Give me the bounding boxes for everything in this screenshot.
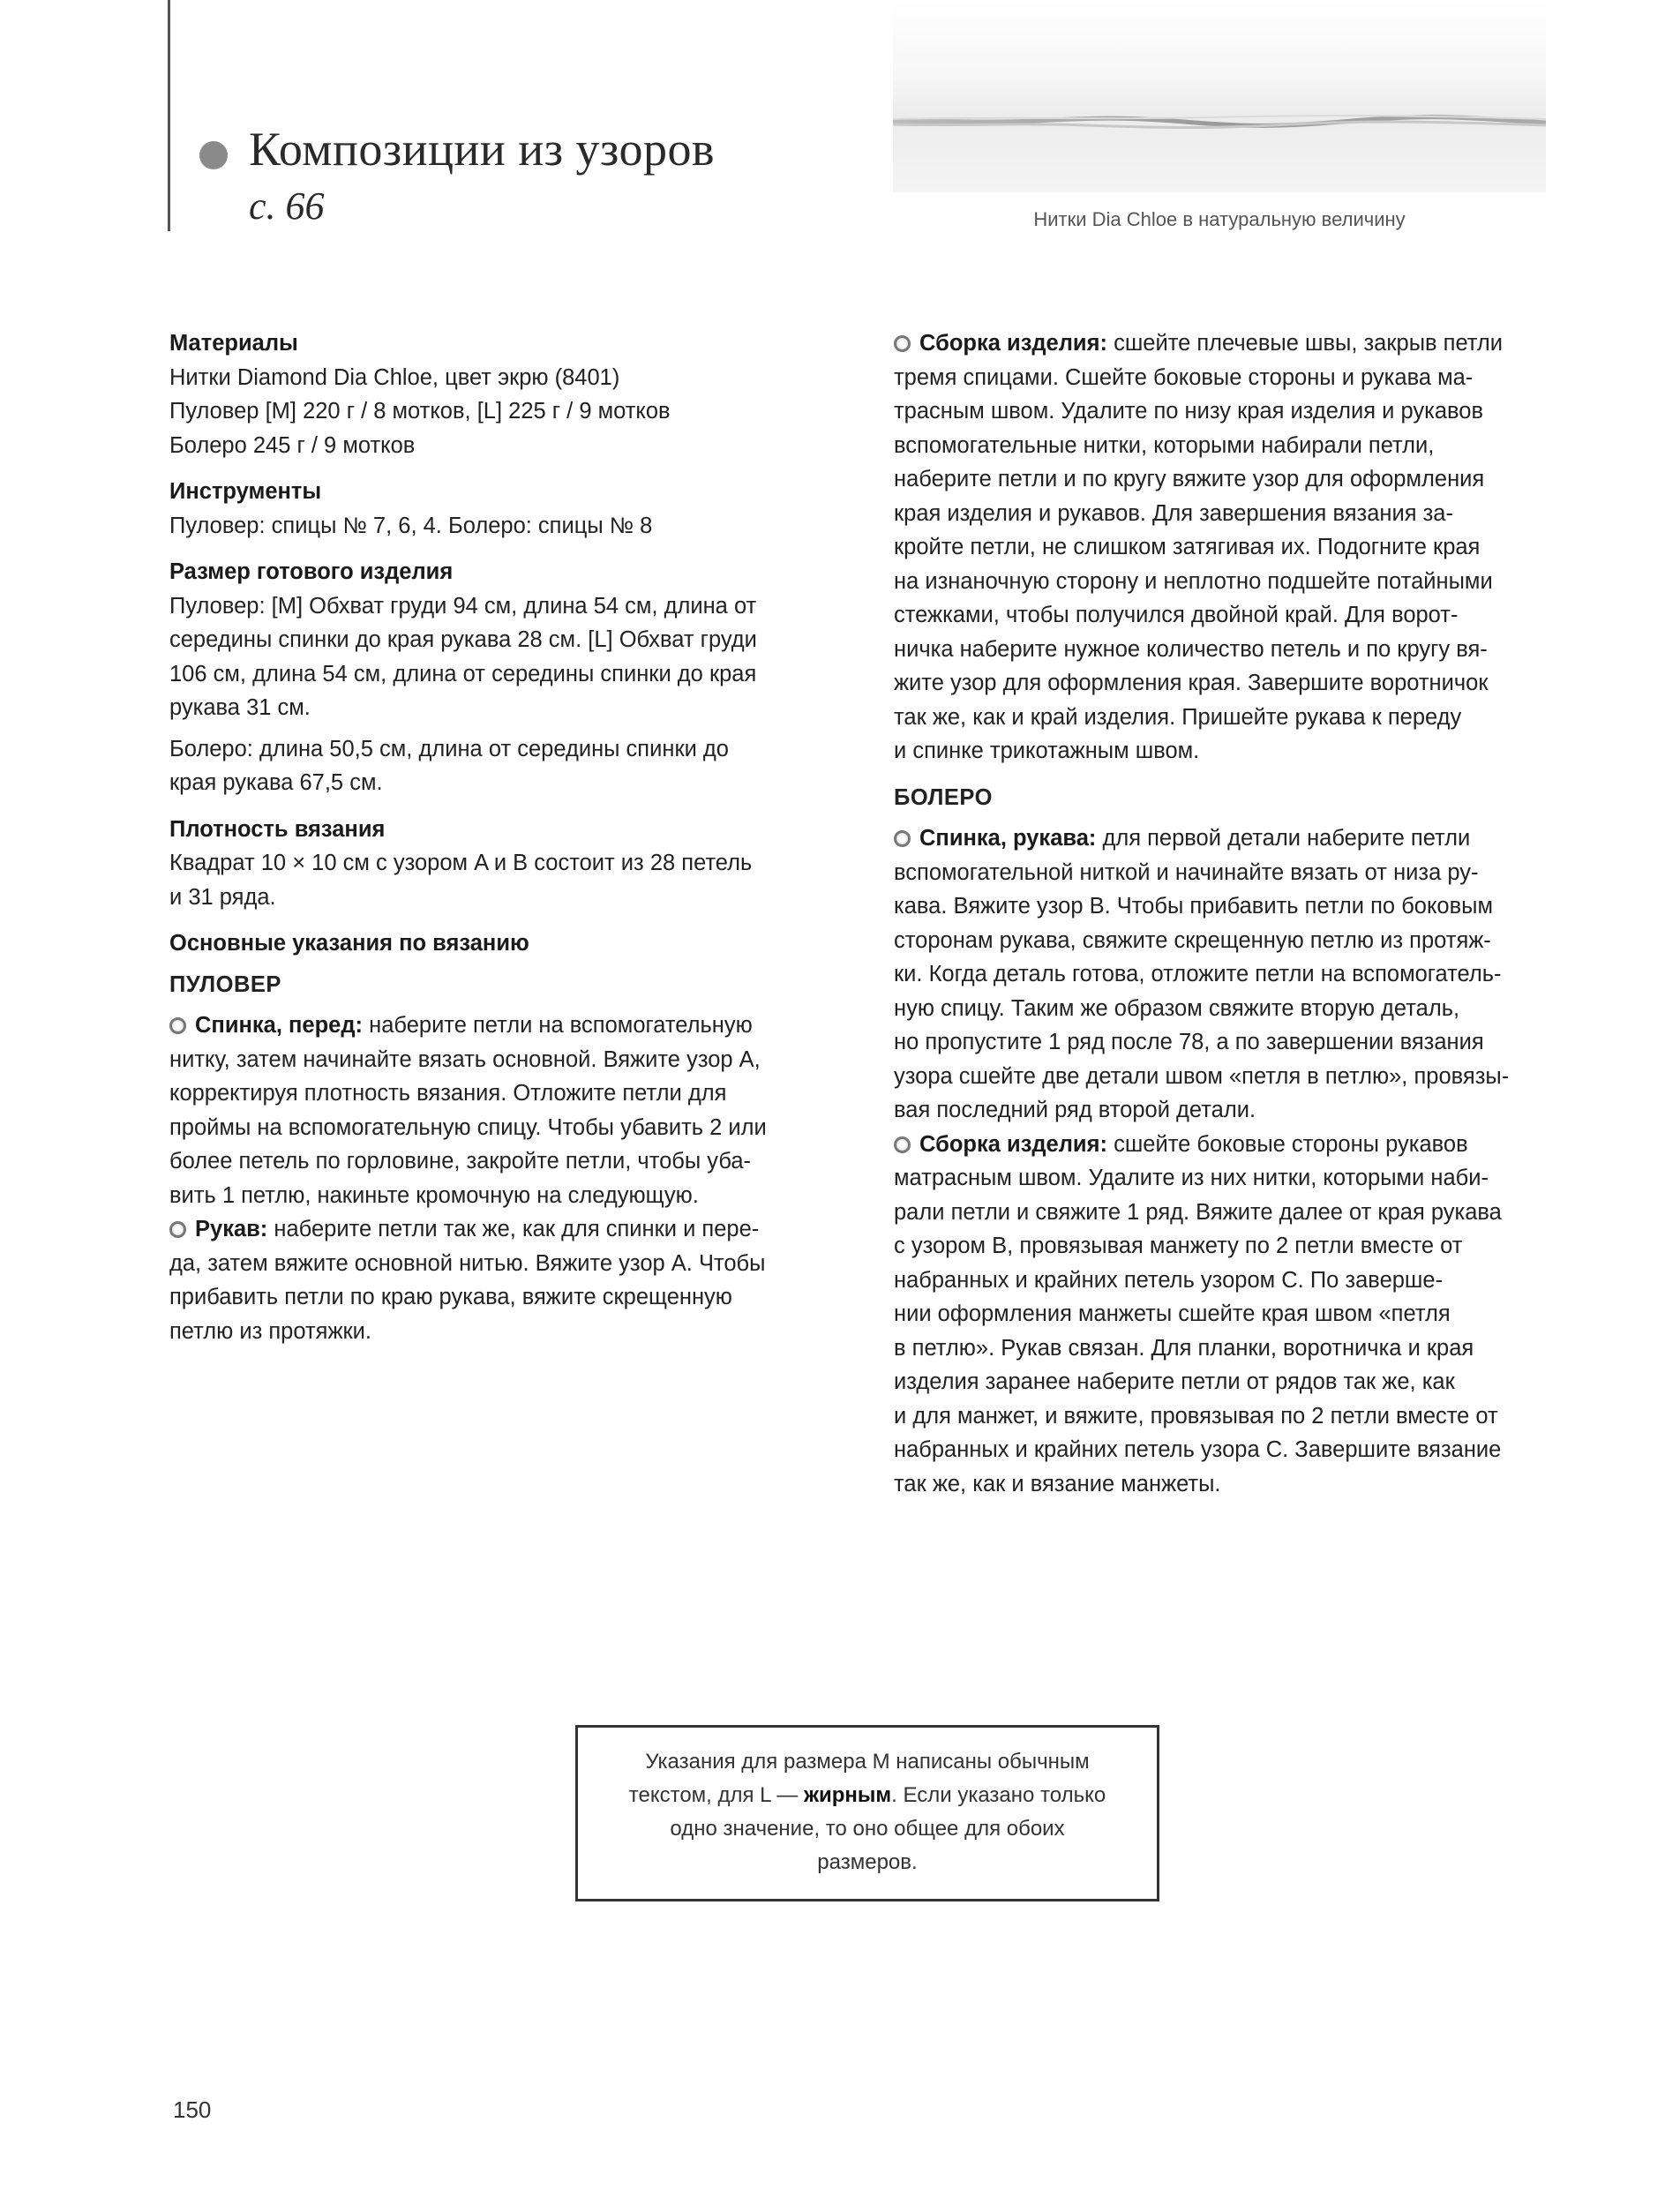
bolero-back-sleeves-line: ки. Когда деталь готова, отложите петли на вспомогатель-	[894, 962, 1502, 986]
ring-bullet-icon	[169, 1221, 186, 1238]
bolero-assembly-line: изделия заранее наберите петли от рядов так же, как	[894, 1369, 1455, 1394]
assembly-paragraph-line: ничка наберите нужное количество петель и по кругу вя-	[894, 636, 1488, 662]
size-line: середины спинки до края рукава 28 см. [L] Обхват груди	[169, 627, 757, 652]
assembly-paragraph-line: кройте петли, не слишком затягивая их. Подогните края	[894, 535, 1481, 559]
bolero-back-sleeves-line: кава. Вяжите узор B. Чтобы прибавить петли по боковым	[894, 894, 1494, 919]
bolero-assembly-line: набранных и крайних петель узора C. Завершите вязание	[894, 1437, 1502, 1462]
page-title: Композиции из узоров	[249, 123, 716, 176]
back-front-paragraph-line: Спинка, перед: наберите петли на вспомогательную	[169, 1009, 840, 1043]
ring-bullet-icon	[894, 335, 911, 352]
gauge-line: и 31 ряда.	[169, 884, 276, 910]
gauge-line: Квадрат 10 × 10 см с узором A и B состоит из 28 петель	[169, 851, 753, 875]
bolero-back-sleeves-line: узора сшейте две детали швом «петля в петлю», провязы-	[894, 1063, 1510, 1089]
ring-bullet-icon	[169, 1017, 186, 1034]
bolero-back-sleeves-line: сторонам рукава, свяжите скрещенную петлю из протяж-	[894, 927, 1491, 953]
gauge-heading: Плотность вязания	[169, 816, 386, 842]
bolero-back-sleeves-line: но пропустите 1 ряд после 78, а по завершении вязания	[894, 1030, 1484, 1054]
bolero-assembly-line: так же, как и вязание манжеты.	[894, 1471, 1221, 1496]
bolero-assembly-line: набранных и крайних петель узором C. По заверше-	[894, 1267, 1444, 1293]
photo-caption: Нитки Dia Chloe в натуральную величину	[1033, 208, 1406, 230]
size-note-box	[575, 1725, 1159, 1901]
back-front-paragraph-line: более петель по горловине, закройте петли, чтобы уба-	[169, 1149, 752, 1174]
size-line: Пуловер: [M] Обхват груди 94 см, длина 54 см, длина от	[169, 593, 757, 619]
note-line: одно значение, то оно общее для обоих	[670, 1817, 1065, 1841]
pullover-heading: ПУЛОВЕР	[169, 971, 281, 997]
sleeve-paragraph-line: Рукав: наберите петли так же, как для спинки и пере-	[169, 1212, 840, 1247]
bolero-assembly-line: рали петли и свяжите 1 ряд. Вяжите далее от края рукава	[894, 1199, 1502, 1225]
size-heading: Размер готового изделия	[169, 559, 454, 584]
yarn-photo	[893, 0, 1546, 192]
ring-bullet-icon	[894, 1136, 911, 1153]
assembly-paragraph-line: Сборка изделия: сшейте плечевые швы, закрыв петли	[894, 326, 1549, 361]
margin-rule	[168, 0, 170, 231]
back-front-paragraph-line: проймы на вспомогательную спицу. Чтобы убавить 2 или	[169, 1114, 767, 1140]
left-column	[169, 326, 840, 1348]
assembly-paragraph-line: и спинке трикотажным швом.	[894, 739, 1200, 763]
back-front-paragraph-line: вить 1 петлю, накиньте кромочную на следующую.	[169, 1182, 699, 1208]
size-line: 106 см, длина 54 см, длина от середины спинки до края	[169, 661, 757, 686]
sleeve-paragraph-line: да, затем вяжите основной нитью. Вяжите узор A. Чтобы	[169, 1250, 766, 1276]
back-front-paragraph-line: нитку, затем начинайте вязать основной. Вяжите узор A,	[169, 1046, 761, 1072]
bolero-assembly-line: и для манжет, и вяжите, провязывая по 2 петли вместе от	[894, 1403, 1498, 1429]
yarn-strand-image	[893, 0, 1546, 192]
instructions-heading: Основные указания по вязанию	[169, 931, 529, 956]
materials-line: Нитки Diamond Dia Chloe, цвет экрю (8401)	[169, 364, 620, 390]
note-line: текстом, для L — жирным. Если указано только	[628, 1783, 1106, 1807]
bolero-back-sleeves-line: ную спицу. Таким же образом свяжите вторую деталь,	[894, 995, 1460, 1021]
page-number: 150	[173, 2096, 212, 2123]
assembly-paragraph-line: на изнаночную сторону и неплотно подшейте потайными	[894, 568, 1493, 594]
materials-line: Болеро 245 г / 9 мотков	[169, 432, 416, 458]
page-reference: с. 66	[249, 184, 325, 228]
bolero-assembly-line: с узором B, провязывая манжету по 2 петли вместе от	[894, 1234, 1463, 1258]
tools-heading: Инструменты	[169, 479, 322, 504]
note-line: размеров.	[817, 1850, 918, 1874]
right-column	[894, 326, 1549, 1501]
note-line: Указания для размера М написаны обычным	[645, 1750, 1090, 1774]
materials-heading: Материалы	[169, 331, 298, 356]
bolero-back-sleeves-line: Спинка, рукава: для первой детали наберите петли	[894, 821, 1549, 856]
bolero-back-sleeves-line: вспомогательной ниткой и начинайте вязать от низа ру-	[894, 859, 1479, 885]
size-line: края рукава 67,5 см.	[169, 770, 383, 795]
assembly-paragraph-line: тремя спицами. Сшейте боковые стороны и рукава ма-	[894, 364, 1474, 390]
bolero-assembly-line: в петлю». Рукав связан. Для планки, воротничка и края	[894, 1335, 1474, 1361]
bolero-assembly-line: матрасным швом. Удалите из них нитки, которыми наби-	[894, 1166, 1489, 1190]
sleeve-paragraph-line: прибавить петли по краю рукава, вяжите скрещенную	[169, 1285, 732, 1309]
bolero-assembly-line: Сборка изделия: сшейте боковые стороны рукавов	[894, 1128, 1549, 1162]
assembly-paragraph-line: так же, как и край изделия. Пришейте рукава к переду	[894, 704, 1462, 730]
size-line: Болеро: длина 50,5 см, длина от середины спинки до	[169, 736, 729, 761]
assembly-paragraph-line: трасным швом. Удалите по низу края изделия и рукавов	[894, 399, 1483, 424]
assembly-paragraph-line: стежками, чтобы получился двойной край. Для ворот-	[894, 603, 1459, 627]
back-front-paragraph-line: корректируя плотность вязания. Отложите петли для	[169, 1081, 727, 1106]
assembly-paragraph-line: вспомогательные нитки, которыми набирали петли,	[894, 432, 1435, 458]
assembly-paragraph-line: наберите петли и по кругу вяжите узор для оформления	[894, 467, 1485, 491]
ring-bullet-icon	[894, 830, 911, 847]
bolero-assembly-line: нии оформления манжеты сшейте края швом «петля	[894, 1301, 1451, 1326]
sleeve-paragraph-line: петлю из протяжки.	[169, 1318, 372, 1344]
assembly-paragraph-line: края изделия и рукавов. Для завершения вязания за-	[894, 500, 1453, 526]
title-bullet-icon	[199, 141, 228, 169]
assembly-paragraph-line: жите узор для оформления края. Завершите воротничок	[894, 671, 1489, 695]
tools-line: Пуловер: спицы № 7, 6, 4. Болеро: спицы № 8	[169, 513, 653, 538]
size-line: рукава 31 см.	[169, 695, 311, 720]
bolero-back-sleeves-line: вая последний ряд второй детали.	[894, 1098, 1256, 1122]
materials-line: Пуловер [M] 220 г / 8 мотков, [L] 225 г / 9 мотков	[169, 399, 671, 424]
bolero-heading: БОЛЕРО	[894, 784, 993, 810]
